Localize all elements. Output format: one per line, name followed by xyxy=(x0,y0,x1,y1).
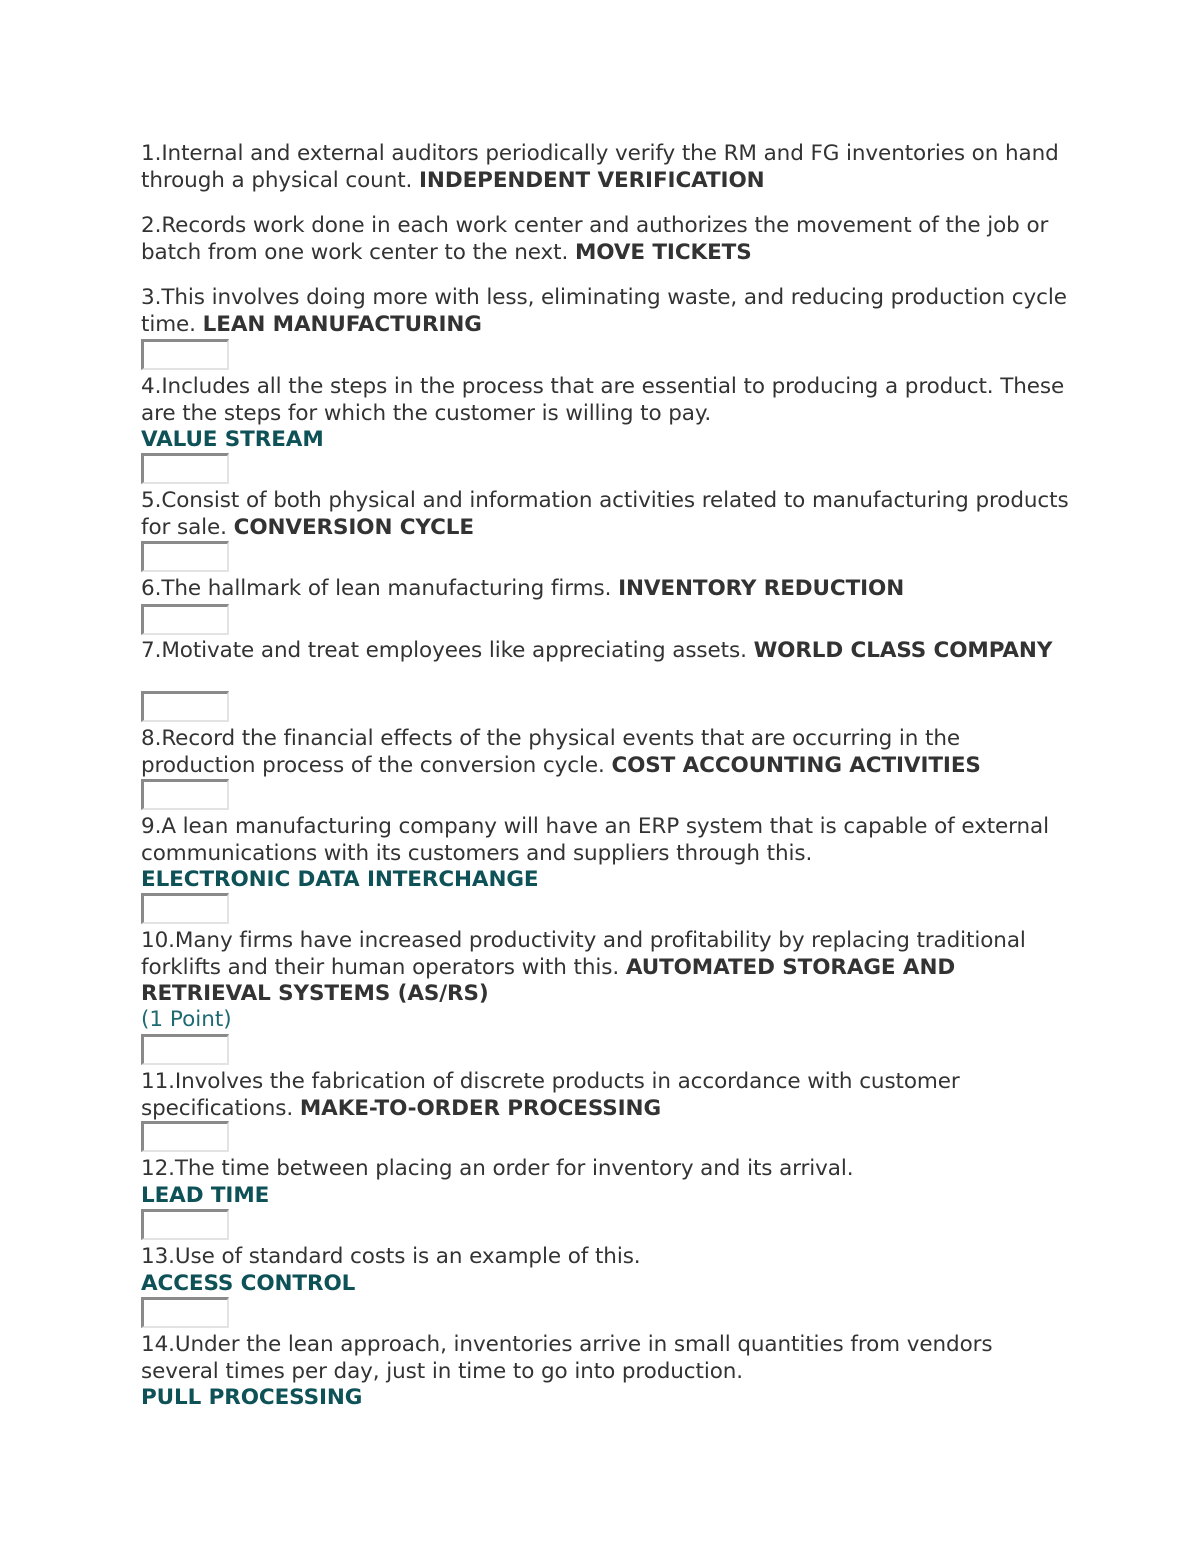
question-text: 1.Internal and external auditors periodically verify the RM and FG inventories on hand through a physical count. xyxy=(141,141,1059,193)
answer-text: INDEPENDENT VERIFICATION xyxy=(419,167,765,193)
answer-input-box[interactable] xyxy=(141,1297,229,1328)
answer-text: MOVE TICKETS xyxy=(574,239,752,265)
answer-text: ELECTRONIC DATA INTERCHANGE xyxy=(141,867,539,892)
answer-input-box[interactable] xyxy=(141,893,229,924)
question-12 xyxy=(141,1156,1071,1209)
question-text: 9.A lean manufacturing company will have an ERP system that is capable of external communications with its customers and suppliers through this. xyxy=(141,814,1050,866)
answer-text: WORLD CLASS COMPANY xyxy=(753,638,1053,663)
question-14 xyxy=(141,1332,1071,1412)
answer-input-box[interactable] xyxy=(141,453,229,484)
answer-text: COST ACCOUNTING ACTIVITIES xyxy=(611,752,981,778)
points-label: (1 Point) xyxy=(141,1007,232,1032)
answer-input-box[interactable] xyxy=(141,604,229,635)
question-8 xyxy=(141,726,1071,779)
question-text: 13.Use of standard costs is an example of this. xyxy=(141,1244,641,1269)
question-text: 3.This involves doing more with less, eliminating waste, and reducing production cycle time. xyxy=(141,285,1067,337)
question-text: 12.The time between placing an order for inventory and its arrival. xyxy=(141,1156,854,1181)
question-9 xyxy=(141,814,1071,894)
answer-text: LEAN MANUFACTURING xyxy=(202,311,482,337)
question-text: 10.Many firms have increased productivity and profitability by replacing traditional forklifts and their human operators with this. xyxy=(141,928,1026,980)
question-11 xyxy=(141,1069,1071,1122)
question-text: 6.The hallmark of lean manufacturing firms. xyxy=(141,576,612,601)
question-13 xyxy=(141,1244,1071,1297)
question-text: 2.Records work done in each work center and authorizes the movement of the job or batch from one work center to the next. xyxy=(141,213,1049,265)
question-5 xyxy=(141,488,1071,541)
answer-text: INVENTORY REDUCTION xyxy=(618,576,905,601)
answer-text: MAKE-TO-ORDER PROCESSING xyxy=(299,1095,661,1121)
question-text: 5.Consist of both physical and information activities related to manufacturing products for sale. xyxy=(141,488,1069,540)
question-text: 8.Record the financial effects of the physical events that are occurring in the production process of the conversion cycle. xyxy=(141,726,961,778)
answer-text: LEAD TIME xyxy=(141,1182,270,1208)
question-10 xyxy=(141,928,1071,1008)
answer-text: CONVERSION CYCLE xyxy=(233,514,474,540)
answer-text: ACCESS CONTROL xyxy=(141,1270,356,1296)
question-6 xyxy=(141,576,1071,603)
answer-input-box[interactable] xyxy=(141,1121,229,1152)
answer-input-box[interactable] xyxy=(141,691,229,722)
question-2 xyxy=(141,213,1071,266)
answer-input-box[interactable] xyxy=(141,541,229,572)
question-text: 7.Motivate and treat employees like appreciating assets. xyxy=(141,638,747,663)
answer-text: VALUE STREAM xyxy=(141,427,324,452)
question-text: 4.Includes all the steps in the process that are essential to producing a product. These are the steps for which the customer is willing to pay. xyxy=(141,374,1065,426)
answer-input-box[interactable] xyxy=(141,779,229,810)
answer-input-box[interactable] xyxy=(141,339,229,370)
question-4 xyxy=(141,374,1071,454)
question-1 xyxy=(141,141,1071,194)
question-text: 14.Under the lean approach, inventories arrive in small quantities from vendors several times per day, just in time to go into production. xyxy=(141,1332,993,1384)
answer-input-box[interactable] xyxy=(141,1034,229,1065)
question-7 xyxy=(141,638,1071,665)
answer-input-box[interactable] xyxy=(141,1209,229,1240)
answer-text: PULL PROCESSING xyxy=(141,1385,363,1410)
question-3 xyxy=(141,285,1071,338)
question-text: 11.Involves the fabrication of discrete products in accordance with customer specifications. xyxy=(141,1069,960,1121)
answer-text: AUTOMATED STORAGE AND RETRIEVAL SYSTEMS (AS/RS) xyxy=(141,954,956,1006)
